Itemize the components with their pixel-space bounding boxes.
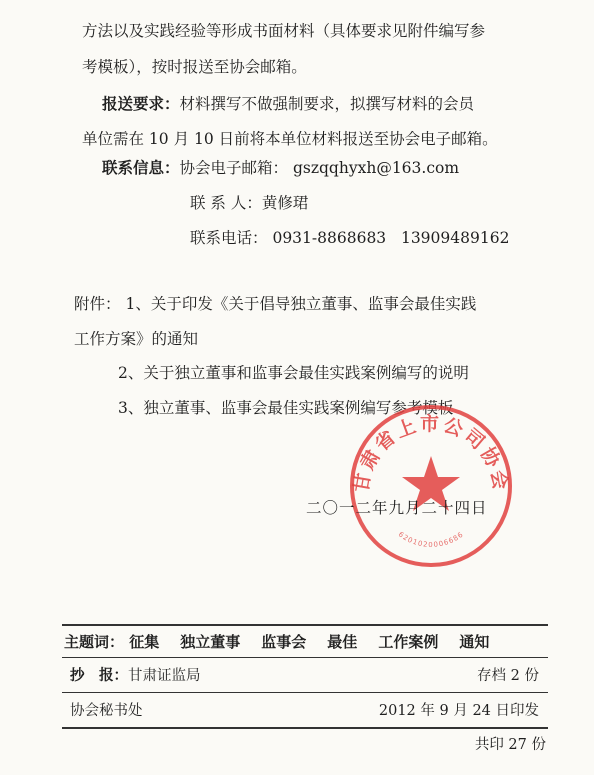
body-line: 方法以及实践经验等形成书面材料（具体要求见附件编写参	[82, 22, 486, 40]
issuer: 协会秘书处	[70, 703, 143, 719]
svg-text:6201020006686	[397, 530, 465, 549]
cc-value: 甘肃证监局	[128, 668, 201, 684]
keyword-item: 工作案例	[378, 633, 439, 651]
signing-date: 二〇一二年九月二十四日	[306, 499, 488, 517]
divider	[62, 692, 548, 693]
attachment-item-1-cont: 工作方案》的通知	[74, 330, 199, 348]
keyword-item: 最佳	[327, 633, 358, 651]
keywords-label: 主题词：	[64, 633, 125, 651]
archive-count: 存档 2 份	[477, 668, 539, 684]
cc-label: 抄 报：	[70, 668, 128, 684]
attachment-line-1	[74, 294, 476, 314]
attachment-item-3: 3、独立董事、监事会最佳实践案例编写参考模板	[118, 399, 454, 417]
divider	[62, 624, 548, 626]
divider	[62, 657, 548, 658]
contact-email-line	[102, 158, 459, 178]
divider	[62, 727, 548, 729]
phone-value-1: 0931-8868683	[272, 229, 387, 247]
phone-label: 联系电话：	[190, 229, 268, 247]
cc-line	[70, 667, 201, 685]
person-value: 黄修珺	[261, 194, 309, 212]
contact-person-line	[190, 193, 308, 213]
print-count: 共印 27 份	[474, 737, 546, 753]
submission-text-line: 单位需在 10 月 10 日前将本单位材料报送至协会电子邮箱。	[82, 130, 498, 148]
keywords-line	[64, 633, 489, 651]
email-value: gszqqhyxh@163.com	[292, 159, 460, 177]
keyword-item: 通知	[459, 633, 490, 651]
contact-label: 联系信息：	[102, 159, 180, 177]
attachments-label: 附件：	[74, 295, 121, 313]
issue-date: 2012 年 9 月 24 日印发	[378, 703, 539, 719]
person-label: 联 系 人：	[190, 194, 262, 212]
seal-text: 甘肃省上市公司协会	[350, 413, 512, 495]
keyword-item: 监事会	[261, 633, 307, 651]
body-line: 考模板），按时报送至协会邮箱。	[82, 58, 307, 76]
submission-label: 报送要求：	[102, 95, 180, 113]
keyword-item: 征集	[129, 633, 160, 651]
contact-phone-line	[190, 228, 509, 248]
attachment-item-1: 1、关于印发《关于倡导独立董事、监事会最佳实践	[125, 295, 477, 313]
submission-line	[102, 94, 474, 114]
attachment-item-2: 2、关于独立董事和监事会最佳实践案例编写的说明	[118, 364, 469, 382]
phone-value-2: 13909489162	[400, 229, 510, 247]
email-label: 协会电子邮箱：	[179, 159, 289, 177]
keyword-item: 独立董事	[180, 633, 241, 651]
submission-text: 材料撰写不做强制要求，拟撰写材料的会员	[179, 95, 475, 113]
seal-number: 6201020006686	[396, 530, 466, 549]
official-seal	[346, 401, 516, 571]
